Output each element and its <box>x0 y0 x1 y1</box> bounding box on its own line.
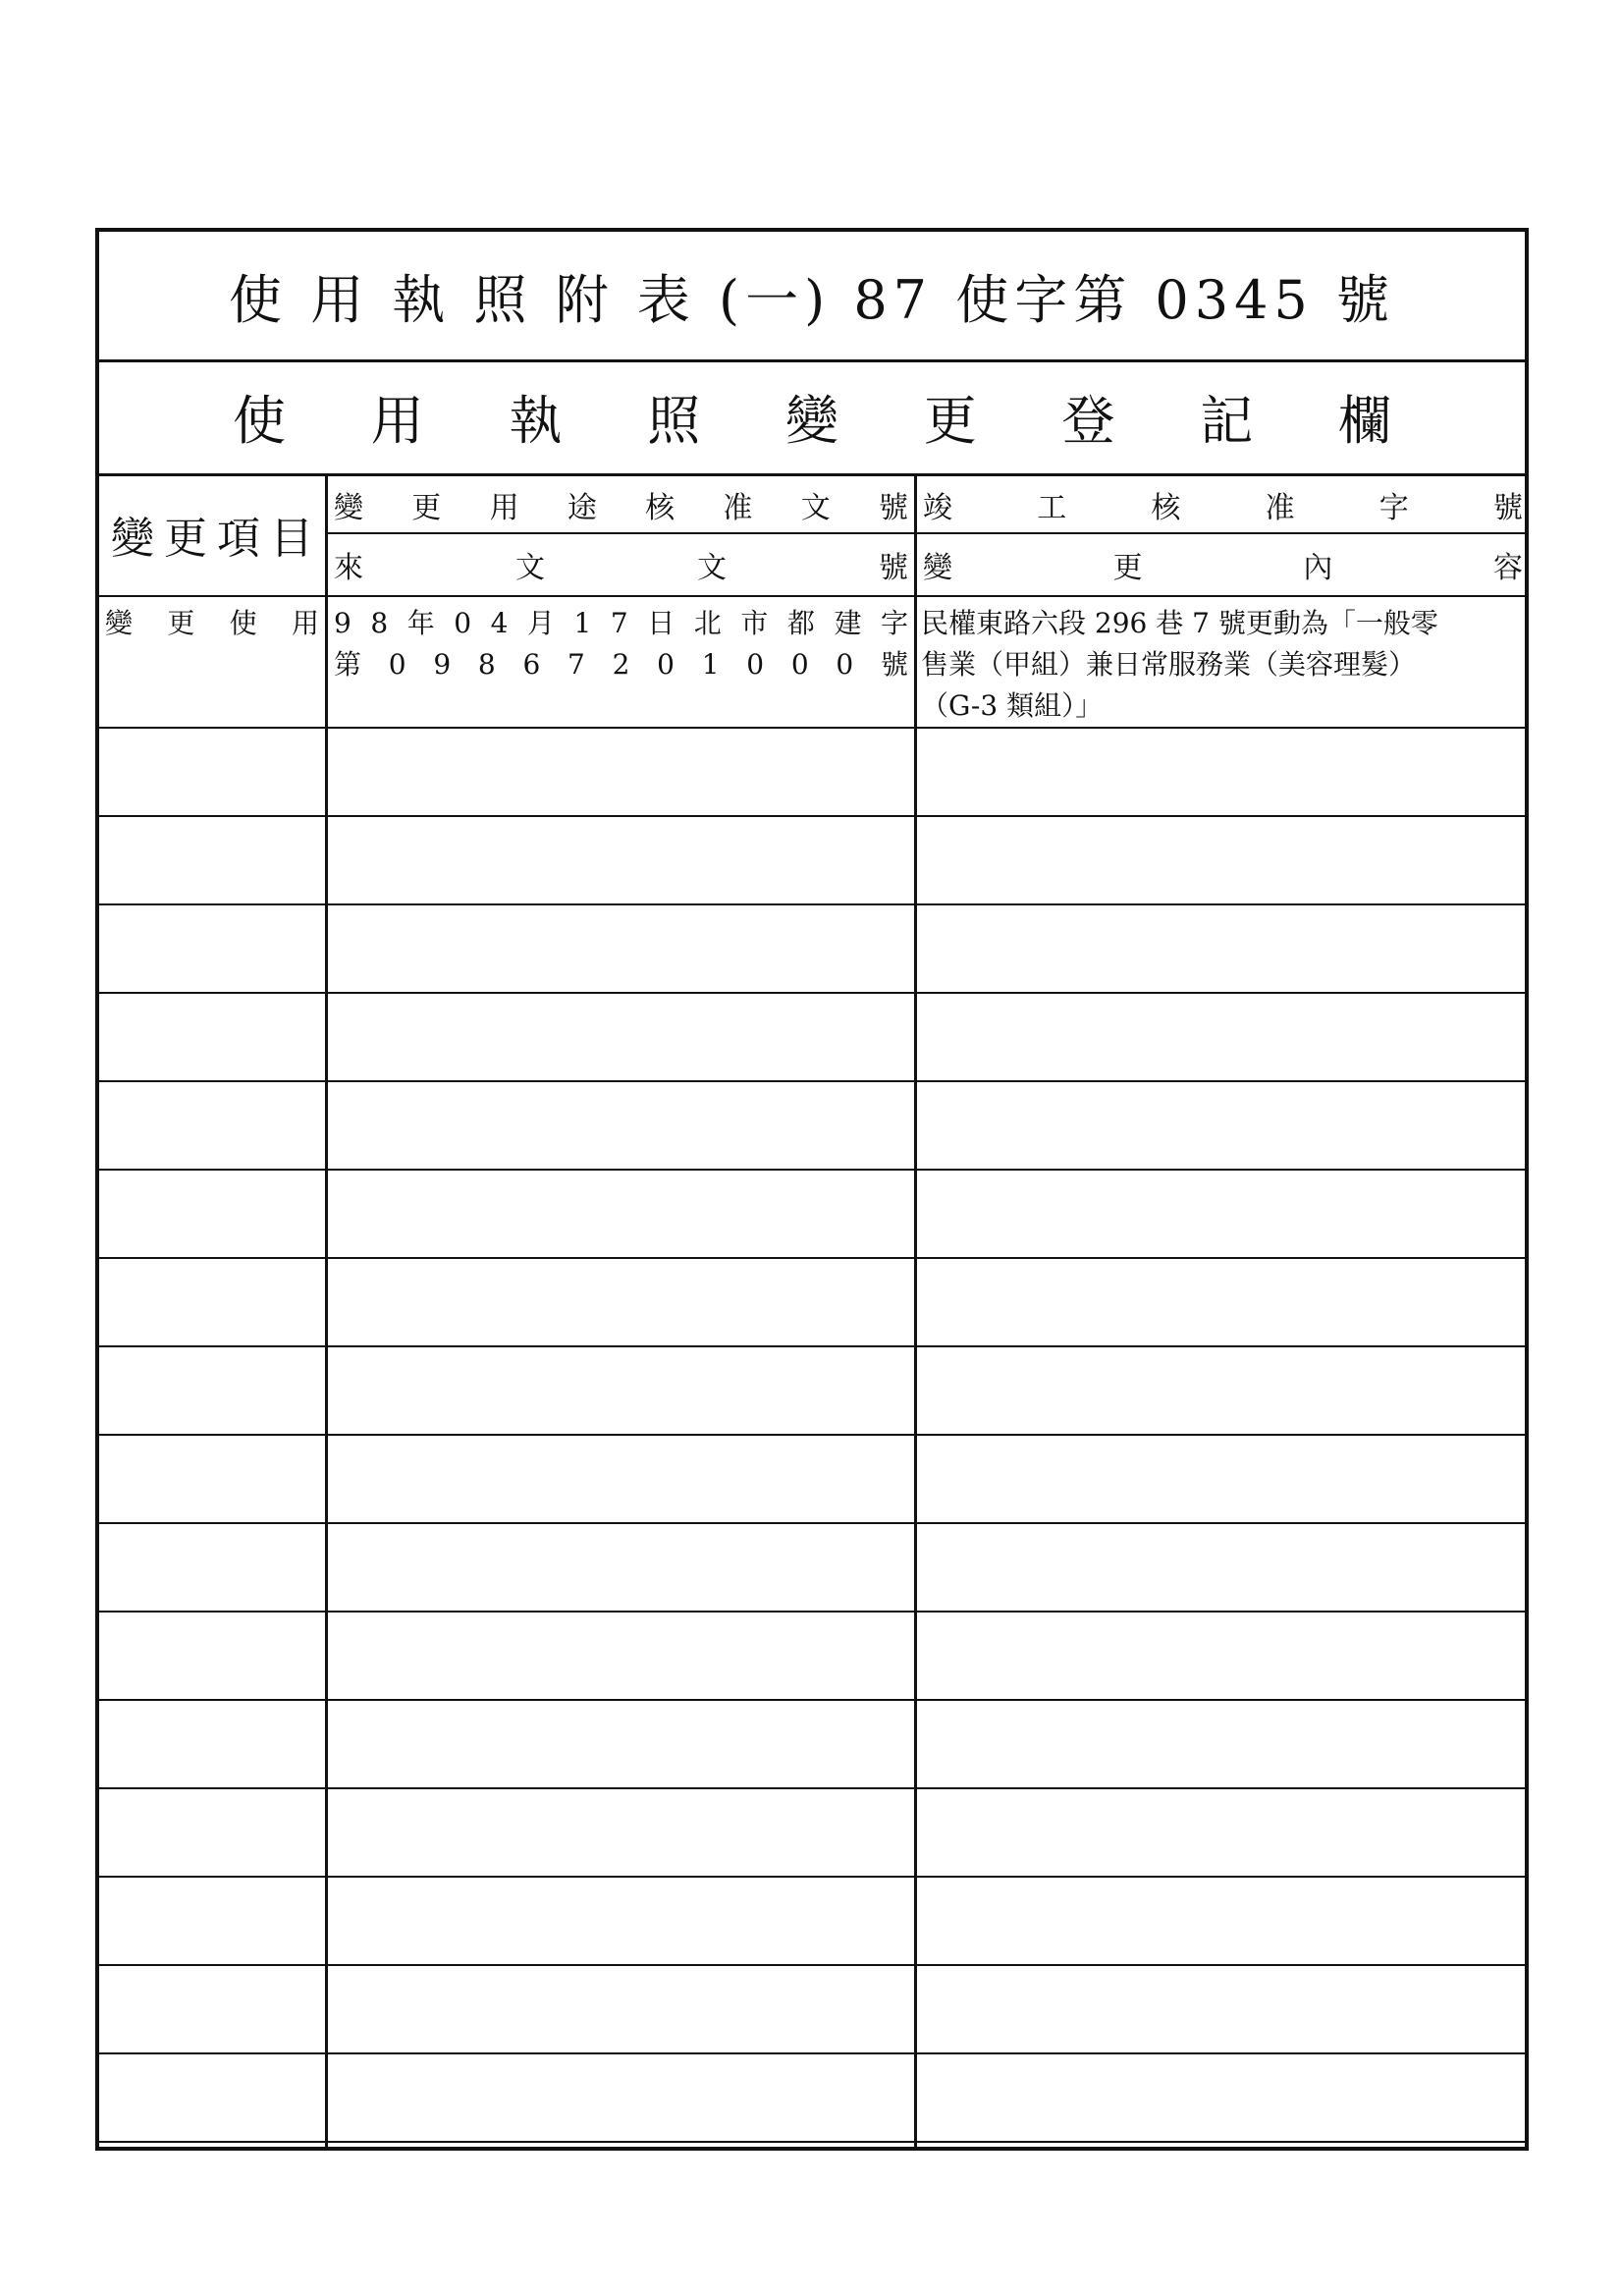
header-bottom-line <box>99 595 1525 597</box>
row-separator <box>99 1876 1525 1878</box>
doc-number-line-1-char: 0 <box>454 607 472 639</box>
incoming-doc-number-header-char: 文 <box>697 551 727 585</box>
completion-approval-number-header-char: 竣 <box>923 491 952 525</box>
change-item-header-char: 項 <box>217 514 260 564</box>
completion-approval-number-header-char: 工 <box>1037 491 1067 525</box>
row-separator <box>99 1345 1525 1347</box>
entry-change-content <box>917 599 1529 727</box>
entry-change-item <box>99 599 325 727</box>
row-separator <box>99 2052 1525 2054</box>
row-separator <box>99 1787 1525 1789</box>
doc-number-line-2-char: 0 <box>657 648 675 681</box>
completion-approval-number-header-char: 號 <box>1492 491 1523 525</box>
doc-number-line-1-char: 字 <box>880 607 908 639</box>
incoming-doc-number-header <box>328 536 914 593</box>
doc-number-line-1-char: 市 <box>740 607 769 639</box>
doc-number-line-1-char: 建 <box>834 607 862 639</box>
row-separator <box>99 903 1525 905</box>
doc-number-line-1-char: 年 <box>406 607 435 639</box>
entry-change-item-line <box>105 603 319 644</box>
doc-number-line-1-char: 1 <box>573 607 592 639</box>
doc-number-line-2-char: 6 <box>522 648 541 681</box>
row-separator <box>99 2141 1525 2143</box>
approval-doc-number-header-char: 准 <box>723 491 753 525</box>
change-content-header-char: 更 <box>1112 551 1143 585</box>
row-separator <box>99 815 1525 817</box>
row-separator <box>99 1699 1525 1701</box>
doc-number-line-2-char: 2 <box>612 648 630 681</box>
section-title-char: 變 <box>785 389 838 452</box>
section-title-char: 執 <box>509 389 563 452</box>
change-item-header <box>99 473 325 595</box>
doc-number-line-1-char: 9 <box>334 607 351 639</box>
approval-doc-number-header <box>328 477 914 532</box>
section-title-char: 使 <box>233 389 286 452</box>
approval-doc-number-header-char: 號 <box>878 491 908 525</box>
section-title-char: 記 <box>1200 389 1254 452</box>
doc-number-line-2-char: 1 <box>701 648 720 681</box>
section-title-char: 欄 <box>1338 389 1391 452</box>
doc-number-line-1 <box>334 603 908 644</box>
row-separator <box>99 1080 1525 1082</box>
doc-number-line-1-char: 月 <box>526 607 555 639</box>
change-item-header-char: 目 <box>270 514 313 564</box>
incoming-doc-number-header-char: 號 <box>879 551 908 585</box>
approval-doc-number-header-char: 變 <box>334 491 363 525</box>
doc-number-line-2-char: 號 <box>880 648 908 681</box>
section-title-char: 用 <box>370 389 424 452</box>
change-content-header-char: 變 <box>923 551 952 585</box>
doc-number-line-1-char: 北 <box>693 607 722 639</box>
change-item-header-char: 更 <box>164 514 207 564</box>
entry-change-item-char: 使 <box>229 607 257 639</box>
doc-number-line-1-char: 7 <box>610 607 628 639</box>
row-separator <box>99 1611 1525 1613</box>
doc-number-line-2-char: 0 <box>836 648 854 681</box>
completion-approval-number-header-char: 字 <box>1378 491 1409 525</box>
content-line-3: （G-3 類組）」 <box>921 689 1104 722</box>
approval-doc-number-header-char: 核 <box>645 491 675 525</box>
incoming-doc-number-header-char: 文 <box>515 551 545 585</box>
header-divider <box>328 532 1525 534</box>
entry-change-item-char: 更 <box>167 607 195 639</box>
row-separator <box>99 1257 1525 1259</box>
entry-change-item-char: 用 <box>291 607 319 639</box>
row-separator <box>99 1522 1525 1524</box>
change-content-header <box>917 536 1529 593</box>
doc-number-line-1-char: 8 <box>370 607 389 639</box>
content-line-2: 售業（甲組）兼日常服務業（美容理髮） <box>921 648 1417 681</box>
row-separator <box>99 1434 1525 1436</box>
incoming-doc-number-header-char: 來 <box>334 551 363 585</box>
doc-number-line-2-char: 0 <box>388 648 406 681</box>
completion-approval-number-header-char: 准 <box>1265 491 1295 525</box>
usage-permit-change-register-form <box>95 228 1529 2151</box>
doc-number-line-2 <box>334 644 908 685</box>
entry-change-item-char: 變 <box>105 607 134 639</box>
doc-number-line-2-char: 第 <box>334 648 362 681</box>
change-content-header-char: 容 <box>1492 551 1523 585</box>
form-title: 使 用 執 照 附 表 (一) 87 使字第 0345 號 <box>229 268 1395 331</box>
entry-doc-number <box>328 599 914 727</box>
completion-approval-number-header-char: 核 <box>1151 491 1181 525</box>
completion-approval-number-header <box>917 477 1529 532</box>
section-title-char: 登 <box>1061 389 1115 452</box>
doc-number-line-2-char: 7 <box>567 648 585 681</box>
doc-number-line-2-char: 0 <box>790 648 809 681</box>
approval-doc-number-header-char: 途 <box>567 491 597 525</box>
doc-number-line-2-char: 9 <box>433 648 452 681</box>
change-item-header-char: 變 <box>111 514 154 564</box>
title-row <box>99 232 1525 362</box>
doc-number-line-1-char: 4 <box>490 607 509 639</box>
doc-number-line-2-char: 0 <box>746 648 765 681</box>
row-separator <box>99 1169 1525 1171</box>
content-line-1: 民權東路六段 296 巷 7 號更動為「一般零 <box>921 607 1438 639</box>
section-title-char: 照 <box>647 389 701 452</box>
doc-number-line-1-char: 日 <box>647 607 675 639</box>
section-title-char: 更 <box>923 389 977 452</box>
section-row <box>99 359 1525 476</box>
doc-number-line-2-char: 8 <box>477 648 496 681</box>
section-title <box>233 379 1391 455</box>
approval-doc-number-header-char: 用 <box>489 491 519 525</box>
row-separator <box>99 727 1525 729</box>
approval-doc-number-header-char: 更 <box>411 491 442 525</box>
doc-number-line-1-char: 都 <box>786 607 815 639</box>
approval-doc-number-header-char: 文 <box>800 491 831 525</box>
row-separator <box>99 992 1525 994</box>
change-content-header-char: 內 <box>1303 551 1333 585</box>
row-separator <box>99 1964 1525 1966</box>
